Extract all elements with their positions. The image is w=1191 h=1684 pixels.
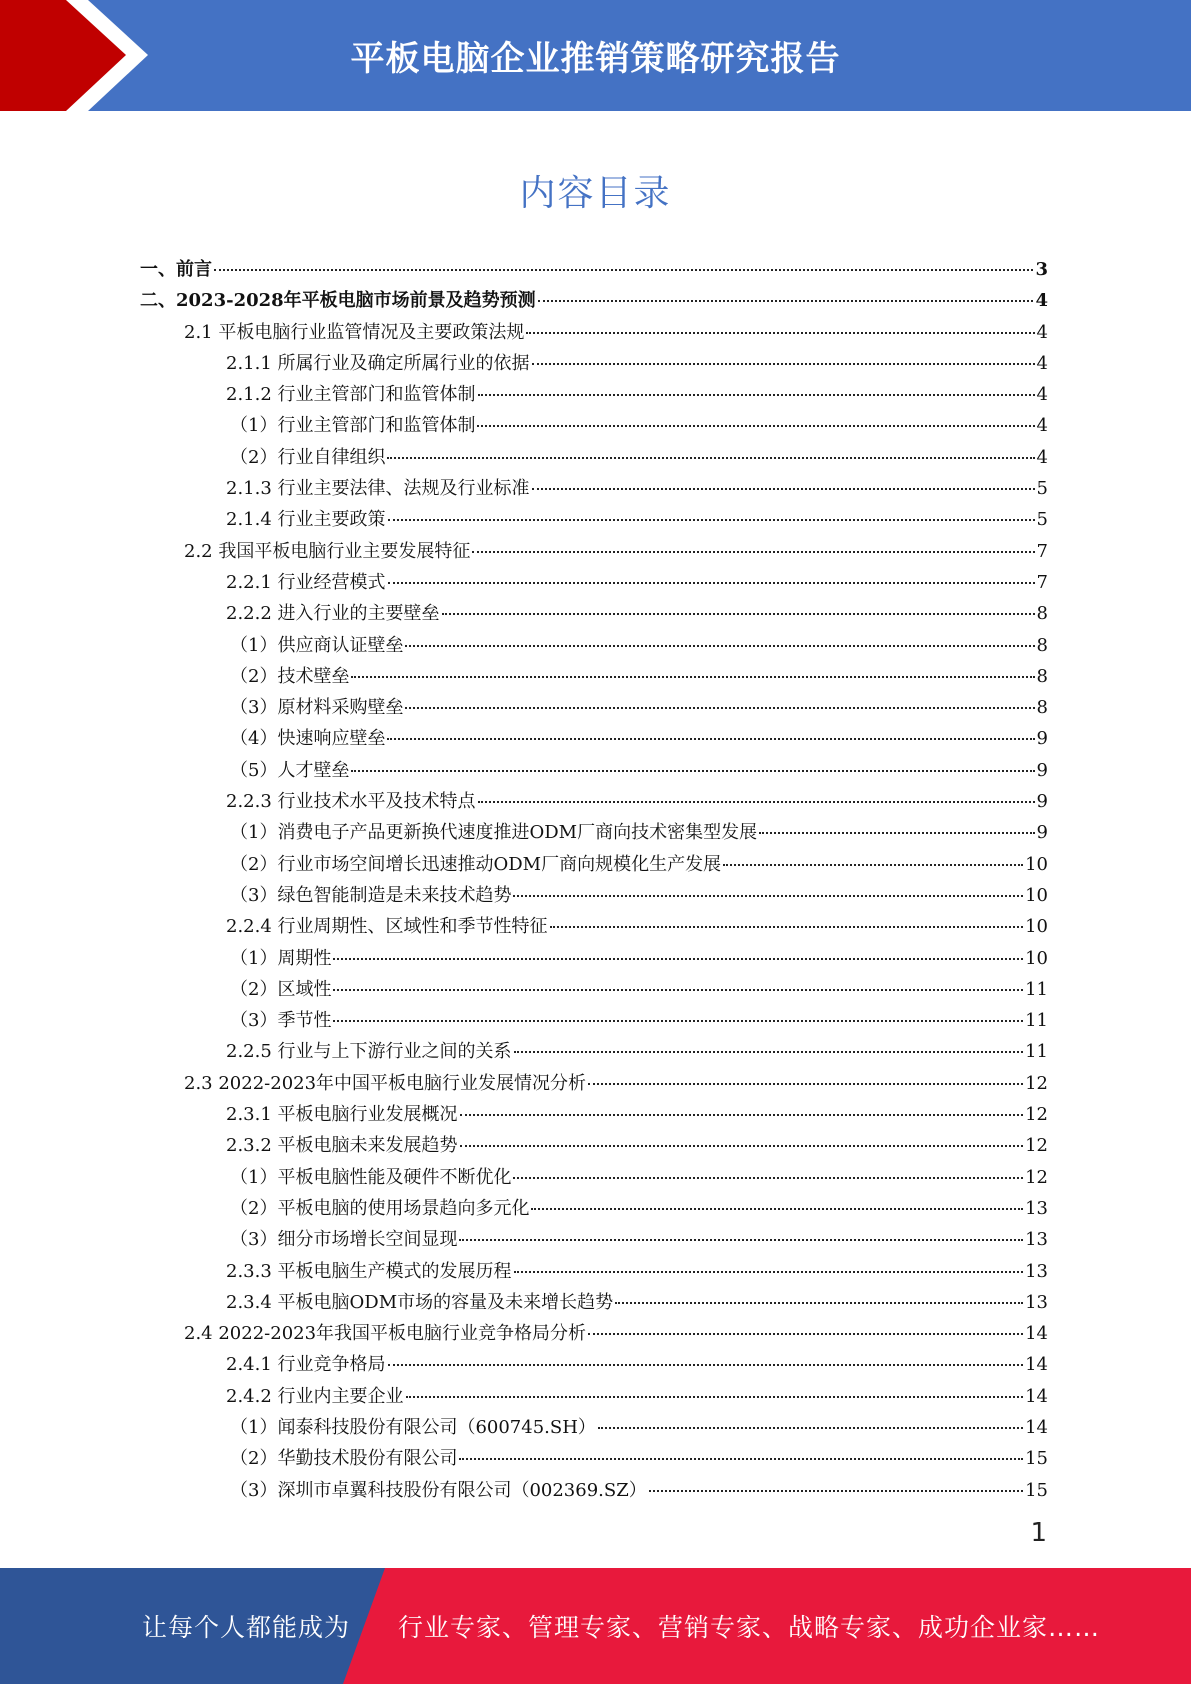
toc-entry[interactable] xyxy=(140,1349,1048,1380)
toc-leader-dots xyxy=(513,1177,1023,1179)
toc-entry-page: 4 xyxy=(1035,290,1048,312)
toc-leader-dots xyxy=(526,332,1034,334)
toc-leader-dots xyxy=(531,1208,1023,1210)
toc-entry-page: 4 xyxy=(1036,384,1048,406)
toc-leader-dots xyxy=(459,1239,1023,1241)
toc-entry[interactable] xyxy=(140,1318,1048,1349)
toc-entry-page: 10 xyxy=(1025,853,1048,875)
toc-entry-page: 11 xyxy=(1025,1041,1048,1063)
toc-entry[interactable] xyxy=(140,536,1048,567)
toc-leader-dots xyxy=(514,1051,1024,1053)
toc-entry[interactable] xyxy=(140,1036,1048,1067)
toc-entry-title: 2.1.2 行业主管部门和监管体制 xyxy=(226,384,476,406)
toc-entry[interactable] xyxy=(140,786,1048,817)
toc-entry-page: 14 xyxy=(1025,1323,1048,1345)
toc-entry-page: 14 xyxy=(1025,1385,1048,1407)
toc-entry-title: 一、前言 xyxy=(140,259,212,280)
toc-leader-dots xyxy=(723,864,1023,866)
toc-entry[interactable] xyxy=(140,943,1048,974)
toc-entry[interactable] xyxy=(140,1256,1048,1287)
toc-entry-title: （2）区域性 xyxy=(230,978,332,1000)
toc-entry-title: （1）行业主管部门和监管体制 xyxy=(230,415,476,437)
footer-band xyxy=(0,1568,1191,1684)
toc-entry[interactable] xyxy=(140,911,1048,942)
toc-entry[interactable] xyxy=(140,567,1048,598)
toc-entry-title: 2.1.3 行业主要法律、法规及行业标准 xyxy=(226,478,530,500)
toc-leader-dots xyxy=(478,394,1035,396)
toc-leader-dots xyxy=(388,582,1035,584)
toc-leader-dots xyxy=(351,676,1034,678)
toc-entry-title: （1）闻泰科技股份有限公司（600745.SH） xyxy=(230,1416,596,1438)
toc-entry-page: 12 xyxy=(1025,1135,1048,1157)
toc-entry[interactable] xyxy=(140,1130,1048,1161)
toc-entry-title: （3）细分市场增长空间显现 xyxy=(230,1229,458,1251)
toc-entry-page: 8 xyxy=(1036,603,1048,625)
toc-entry[interactable] xyxy=(140,1475,1048,1506)
toc-entry-title: 2.2.5 行业与上下游行业之间的关系 xyxy=(226,1041,512,1063)
toc-leader-dots xyxy=(387,738,1034,740)
toc-entry-page: 9 xyxy=(1036,728,1048,750)
toc-leader-dots xyxy=(478,801,1035,803)
toc-entry-title: 2.3.2 平板电脑未来发展趋势 xyxy=(226,1135,458,1157)
toc-entry-title: （1）周期性 xyxy=(230,947,332,969)
toc-entry[interactable] xyxy=(140,254,1048,285)
toc-entry-title: （3）深圳市卓翼科技股份有限公司（002369.SZ） xyxy=(230,1479,647,1501)
toc-entry-page: 11 xyxy=(1025,978,1048,1000)
toc-entry-title: 2.4.1 行业竞争格局 xyxy=(226,1354,386,1376)
toc-entry-page: 14 xyxy=(1025,1354,1048,1376)
toc-entry[interactable] xyxy=(140,504,1048,535)
toc-entry[interactable] xyxy=(140,442,1048,473)
toc-entry[interactable] xyxy=(140,317,1048,348)
toc-entry[interactable] xyxy=(140,379,1048,410)
toc-entry-page: 8 xyxy=(1036,665,1048,687)
toc-leader-dots xyxy=(388,519,1035,521)
toc-entry[interactable] xyxy=(140,348,1048,379)
toc-entry[interactable] xyxy=(140,598,1048,629)
toc-entry-title: 2.3.1 平板电脑行业发展概况 xyxy=(226,1104,458,1126)
toc-leader-dots xyxy=(333,958,1023,960)
toc-entry[interactable] xyxy=(140,817,1048,848)
toc-entry[interactable] xyxy=(140,1287,1048,1318)
toc-entry[interactable] xyxy=(140,410,1048,441)
toc-leader-dots xyxy=(333,989,1023,991)
toc-leader-dots xyxy=(460,1145,1024,1147)
toc-entry-page: 15 xyxy=(1025,1448,1048,1470)
toc-leader-dots xyxy=(460,1114,1024,1116)
toc-entry-title: 2.2.2 进入行业的主要壁垒 xyxy=(226,603,440,625)
report-title: 平板电脑企业推销策略研究报告 xyxy=(350,39,841,79)
toc-entry-title: （3）绿色智能制造是未来技术趋势 xyxy=(230,884,512,906)
toc-entry[interactable] xyxy=(140,630,1048,661)
toc-entry-page: 12 xyxy=(1025,1072,1048,1094)
toc-leader-dots xyxy=(459,1458,1023,1460)
toc-entry-title: （1）消费电子产品更新换代速度推进ODM厂商向技术密集型发展 xyxy=(230,822,758,844)
toc-entry[interactable] xyxy=(140,1443,1048,1474)
footer-slogan-left: 让每个人都能成为 xyxy=(142,1613,351,1642)
toc-entry-title: （3）原材料采购壁垒 xyxy=(230,697,404,719)
toc-entry[interactable] xyxy=(140,880,1048,911)
toc-entry-title: 2.2.4 行业周期性、区域性和季节性特征 xyxy=(226,916,548,938)
toc-entry-title: 二、2023-2028年平板电脑市场前景及趋势预测 xyxy=(140,290,536,312)
toc-entry-page: 12 xyxy=(1025,1166,1048,1188)
toc-entry-page: 3 xyxy=(1035,259,1048,280)
toc-entry[interactable] xyxy=(140,1381,1048,1412)
toc-leader-dots xyxy=(649,1490,1023,1492)
toc-entry-page: 4 xyxy=(1036,415,1048,437)
toc-entry-page: 8 xyxy=(1036,634,1048,656)
toc-leader-dots xyxy=(532,488,1035,490)
toc-leader-dots xyxy=(405,707,1034,709)
toc-entry-page: 14 xyxy=(1025,1416,1048,1438)
toc-leader-dots xyxy=(550,926,1024,928)
page-number: 1 xyxy=(1030,1518,1047,1548)
toc-entry-title: （2）行业市场空间增长迅速推动ODM厂商向规模化生产发展 xyxy=(230,853,722,875)
toc-entry-page: 13 xyxy=(1025,1260,1048,1282)
toc-leader-dots xyxy=(406,1396,1024,1398)
toc-leader-dots xyxy=(405,645,1034,647)
toc-entry-page: 9 xyxy=(1036,759,1048,781)
toc-entry-title: 2.3.4 平板电脑ODM市场的容量及未来增长趋势 xyxy=(226,1291,614,1313)
toc-leader-dots xyxy=(388,1364,1024,1366)
toc-leader-dots xyxy=(588,1333,1023,1335)
toc-entry-page: 4 xyxy=(1036,321,1048,343)
toc-leader-dots xyxy=(387,457,1034,459)
toc-entry[interactable] xyxy=(140,661,1048,692)
toc-list xyxy=(140,254,1048,1506)
toc-leader-dots xyxy=(472,551,1034,553)
toc-entry-title: 2.4.2 行业内主要企业 xyxy=(226,1385,404,1407)
toc-entry-title: 2.2.1 行业经营模式 xyxy=(226,571,386,593)
toc-entry-page: 7 xyxy=(1036,540,1048,562)
toc-entry-title: 2.4 2022-2023年我国平板电脑行业竞争格局分析 xyxy=(184,1323,587,1345)
toc-leader-dots xyxy=(759,832,1034,834)
toc-entry-title: 2.3.3 平板电脑生产模式的发展历程 xyxy=(226,1260,512,1282)
toc-entry-title: （5）人才壁垒 xyxy=(230,759,350,781)
toc-entry-title: 2.1 平板电脑行业监管情况及主要政策法规 xyxy=(184,321,525,343)
toc-leader-dots xyxy=(477,425,1034,427)
toc-title: 内容目录 xyxy=(519,173,672,214)
toc-entry[interactable] xyxy=(140,1412,1048,1443)
toc-entry-title: （1）平板电脑性能及硬件不断优化 xyxy=(230,1166,512,1188)
toc-entry-page: 10 xyxy=(1025,947,1048,969)
toc-leader-dots xyxy=(598,1427,1023,1429)
toc-leader-dots xyxy=(442,613,1035,615)
toc-entry-page: 12 xyxy=(1025,1104,1048,1126)
toc-entry[interactable] xyxy=(140,974,1048,1005)
toc-entry-title: 2.2.3 行业技术水平及技术特点 xyxy=(226,791,476,813)
toc-entry-title: 2.2 我国平板电脑行业主要发展特征 xyxy=(184,540,471,562)
toc-entry-page: 4 xyxy=(1036,446,1048,468)
toc-entry[interactable] xyxy=(140,1068,1048,1099)
toc-leader-dots xyxy=(513,895,1023,897)
toc-entry[interactable] xyxy=(140,849,1048,880)
toc-entry-page: 13 xyxy=(1025,1291,1048,1313)
toc-entry-page: 5 xyxy=(1036,509,1048,531)
toc-entry[interactable] xyxy=(140,1193,1048,1224)
toc-entry-page: 10 xyxy=(1025,916,1048,938)
toc-entry-title: （2）行业自律组织 xyxy=(230,446,386,468)
toc-entry-page: 4 xyxy=(1036,352,1048,374)
toc-leader-dots xyxy=(351,770,1034,772)
toc-entry-title: 2.3 2022-2023年中国平板电脑行业发展情况分析 xyxy=(184,1072,587,1094)
toc-leader-dots xyxy=(333,1020,1023,1022)
toc-entry-title: （2）华勤技术股份有限公司 xyxy=(230,1448,458,1470)
toc-entry-title: 2.1.4 行业主要政策 xyxy=(226,509,386,531)
toc-entry-title: （2）平板电脑的使用场景趋向多元化 xyxy=(230,1197,530,1219)
toc-entry-page: 9 xyxy=(1036,822,1048,844)
toc-entry-page: 13 xyxy=(1025,1229,1048,1251)
toc-entry[interactable] xyxy=(140,285,1048,316)
footer-slogan-right: 行业专家、管理专家、营销专家、战略专家、成功企业家…… xyxy=(398,1613,1101,1642)
toc-entry-page: 5 xyxy=(1036,478,1048,500)
toc-entry[interactable] xyxy=(140,692,1048,723)
toc-entry-page: 13 xyxy=(1025,1197,1048,1219)
toc-entry-title: （2）技术壁垒 xyxy=(230,665,350,687)
toc-entry[interactable] xyxy=(140,1099,1048,1130)
toc-leader-dots xyxy=(214,269,1033,271)
toc-entry[interactable] xyxy=(140,1224,1048,1255)
toc-entry-page: 9 xyxy=(1036,791,1048,813)
toc-entry[interactable] xyxy=(140,723,1048,754)
toc-entry-page: 11 xyxy=(1025,1010,1048,1032)
toc-entry-title: 2.1.1 所属行业及确定所属行业的依据 xyxy=(226,352,530,374)
toc-entry[interactable] xyxy=(140,1005,1048,1036)
header-band xyxy=(0,0,1191,111)
toc-entry[interactable] xyxy=(140,473,1048,504)
toc-leader-dots xyxy=(538,300,1034,302)
toc-entry-page: 10 xyxy=(1025,884,1048,906)
toc-entry-page: 7 xyxy=(1036,571,1048,593)
toc-leader-dots xyxy=(588,1083,1023,1085)
toc-leader-dots xyxy=(615,1302,1023,1304)
toc-leader-dots xyxy=(532,363,1035,365)
toc-entry-page: 8 xyxy=(1036,697,1048,719)
toc-entry-title: （4）快速响应壁垒 xyxy=(230,728,386,750)
toc-entry[interactable] xyxy=(140,1162,1048,1193)
toc-entry[interactable] xyxy=(140,755,1048,786)
toc-entry-title: （3）季节性 xyxy=(230,1010,332,1032)
toc-leader-dots xyxy=(514,1271,1024,1273)
toc-entry-title: （1）供应商认证壁垒 xyxy=(230,634,404,656)
toc-entry-page: 15 xyxy=(1025,1479,1048,1501)
